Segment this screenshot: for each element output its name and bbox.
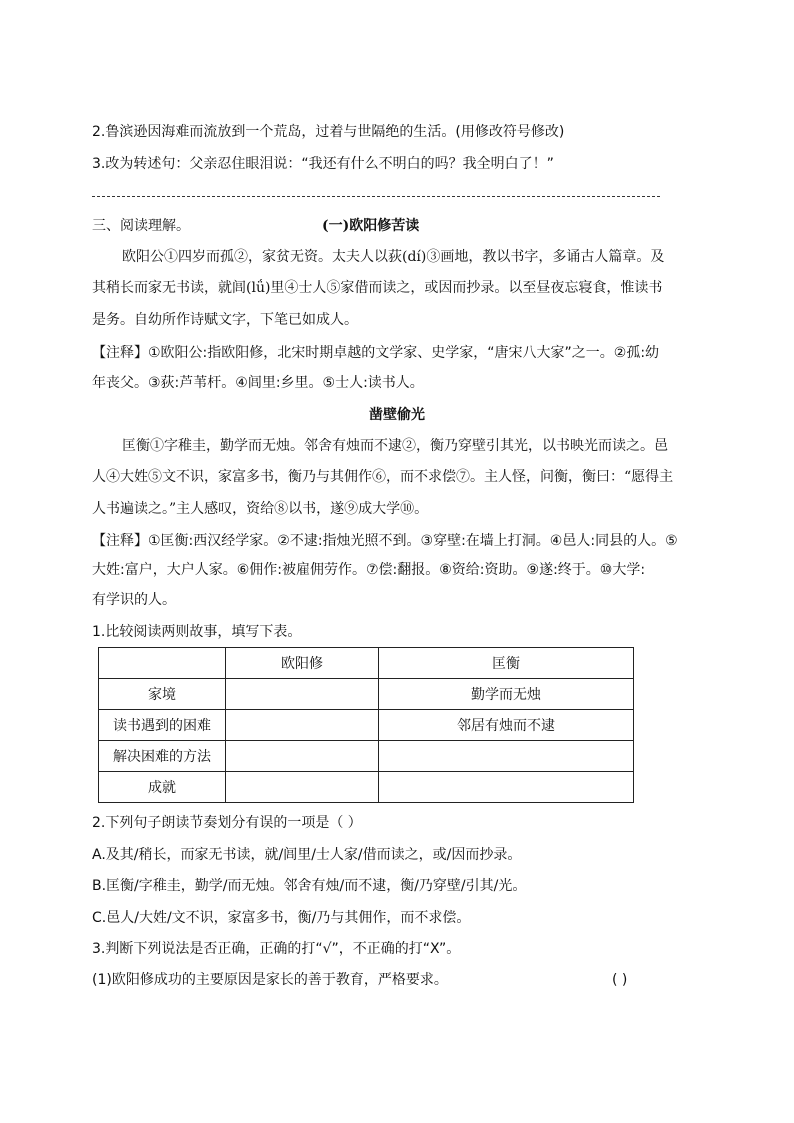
option-c: C.邑人/大姓/文不识，家富多书，衡/乃与其佣作，而不求偿。: [92, 910, 471, 926]
table-row-label: 读书遇到的困难: [99, 710, 226, 741]
passage-1-line-3: 是务。自幼所作诗赋文字，下笔已如成人。: [92, 312, 358, 328]
table-row: [99, 710, 634, 741]
table-answer-cell[interactable]: [226, 710, 379, 741]
q3-indirect-line: 3.改为转述句：父亲忍住眼泪说：“我还有什么不明白的吗？我全明白了！”: [92, 156, 554, 172]
notes-1-line-1: 【注释】①欧阳公:指欧阳修，北宋时期卓越的文学家、史学家，“唐宋八大家”之一。②孤:幼: [92, 345, 660, 361]
passage-1-line-2: 其稍长而家无书读，就闾(lǘ)里④士人⑤家借而读之，或因而抄录。以至昼夜忘寝食，惟读书: [92, 280, 663, 296]
table-answer-cell[interactable]: [379, 741, 634, 772]
question-2: 2.下列句子朗读节奏划分有误的一项是（ ）: [92, 815, 362, 831]
table-row: [99, 679, 634, 710]
passage-2-line-3: 人书遍读之。”主人感叹，资给⑧以书，遂⑨成大学⑩。: [92, 501, 429, 517]
question-3-item-1: (1)欧阳修成功的主要原因是家长的善于教育，严格要求。: [92, 972, 448, 988]
table-header-cell: [99, 648, 226, 679]
passage-2-line-1: 匡衡①字稚圭，勤学而无烛。邻舍有烛而不逮②，衡乃穿壁引其光，以书映光而读之。邑: [122, 438, 668, 454]
table-answer-cell[interactable]: [226, 772, 379, 803]
notes-1-line-2: 年丧父。③荻:芦苇杆。④闾里:乡里。⑤士人:读书人。: [92, 375, 424, 391]
notes-2-line-2: 大姓:富户，大户人家。⑥佣作:被雇佣劳作。⑦偿:翻报。⑧资给:资助。⑨遂:终于。⑩大学:: [92, 562, 646, 578]
table-answer-cell[interactable]: [379, 772, 634, 803]
answer-dashed-line: [92, 196, 660, 197]
q2-rewrite-line: 2.鲁滨逊因海难而流放到一个荒岛，过着与世隔绝的生活。(用修改符号修改): [92, 124, 565, 140]
table-header-cell: 匡衡: [379, 648, 634, 679]
comparison-table: [98, 647, 634, 803]
notes-2-line-3: 有学识的人。: [92, 592, 176, 608]
option-b: B.匡衡/字稚圭，勤学/而无烛。邻舍有烛/而不逮，衡/乃穿壁/引其/光。: [92, 878, 527, 894]
table-header-row: [99, 648, 634, 679]
passage-2-title: 凿壁偷光: [369, 407, 425, 423]
question-3: 3.判断下列说法是否正确，正确的打“√”，不正确的打“X”。: [92, 941, 461, 957]
table-header-cell: 欧阳修: [226, 648, 379, 679]
passage-2-line-2: 人④大姓⑤文不识，家富多书，衡乃与其佣作⑥，而不求偿⑦。主人怪，问衡，衡曰：“愿得主: [92, 469, 674, 485]
table-row-label: 解决困难的方法: [99, 741, 226, 772]
table-cell: 勤学而无烛: [379, 679, 634, 710]
option-a: A.及其/稍长，而家无书读，就/闾里/士人家/借而读之，或/因而抄录。: [92, 847, 522, 863]
table-cell: 邻居有烛而不逮: [379, 710, 634, 741]
table-row: [99, 741, 634, 772]
table-answer-cell[interactable]: [226, 679, 379, 710]
table-answer-cell[interactable]: [226, 741, 379, 772]
passage-1-line-1: 欧阳公①四岁而孤②，家贫无资。太夫人以荻(dí)③画地，教以书字，多诵古人篇章。及: [122, 249, 665, 265]
section-3-heading: 三、阅读理解。: [92, 218, 190, 234]
passage-1-title: (一)欧阳修苦读: [322, 218, 420, 234]
question-1: 1.比较阅读两则故事，填写下表。: [92, 624, 302, 640]
answer-parentheses[interactable]: ( ): [612, 972, 628, 988]
table-row-label: 家境: [99, 679, 226, 710]
notes-2-line-1: 【注释】①匡衡:西汉经学家。②不逮:指烛光照不到。③穿壁:在墙上打洞。④邑人:同县的人。⑤: [92, 533, 678, 549]
table-row-label: 成就: [99, 772, 226, 803]
table-row: [99, 772, 634, 803]
